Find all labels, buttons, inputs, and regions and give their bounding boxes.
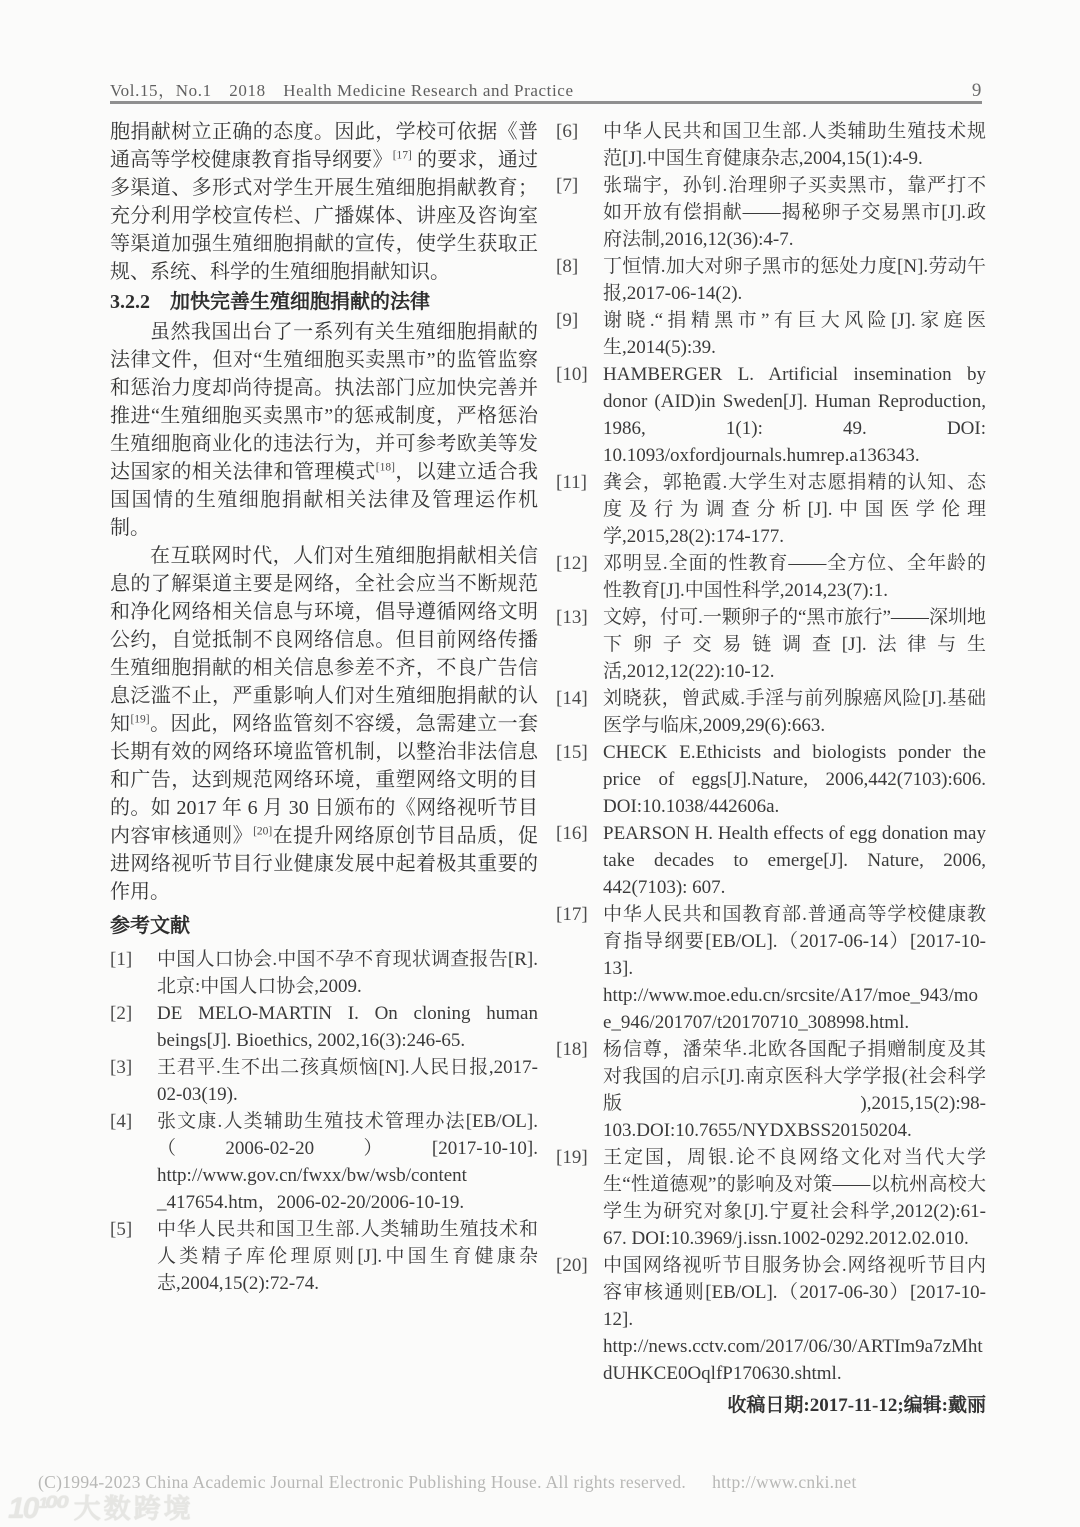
reference-item [110,1000,538,1054]
reference-text: 杨信尊，潘荣华.北欧各国配子捐赠制度及其对我国的启示[J].南京医科大学学报(社会科学版),2015,15(2):98-103.DOI:10.7655/NYDXBSS20150204. [603,1039,986,1141]
page-number: 9 [971,80,982,101]
reference-number: [6] [556,121,579,142]
reference-item [556,361,986,469]
journal-volume-title: Vol.15，No.1 2018 Health Medicine Research and Practice [110,81,574,100]
reference-text: 丁恒情.加大对卵子黑市的惩处力度[N].劳动午报,2017-06-14(2). [603,256,986,304]
citation-superscript: [19] [130,713,150,726]
reference-text: 中华人民共和国卫生部.人类辅助生殖技术规范[J].中国生育健康杂志,2004,15(1):4-9. [603,121,986,169]
reference-number: [19] [556,1147,588,1168]
reference-text: 谢晓.“捐精黑市”有巨大风险[J].家庭医生,2014(5):39. [603,310,986,358]
header-rule [110,101,982,104]
reference-text: 王君平.生不出二孩真烦恼[N].人民日报,2017-02-03(19). [157,1057,538,1105]
references-heading: 参考文献 [110,915,190,937]
reference-item [556,1036,986,1144]
citation-superscript: [18] [375,461,395,474]
reference-text: PEARSON H. Health effects of egg donation may take decades to emerge[J]. Nature, 2006, 442(7103): 607. [603,823,986,898]
reference-text: 张瑞宇，孙钊.治理卵子买卖黑市，靠严打不如开放有偿捐献——揭秘卵子交易黑市[J].政府法制,2016,12(36):4-7. [603,175,986,250]
reference-item [556,469,986,550]
reference-number: [8] [556,256,579,277]
reference-text: 龚会，郭艳霞.大学生对志愿捐精的认知、态度及行为调查分析[J].中国医学伦理学,2015,28(2):174-177. [603,472,986,547]
watermark-brand-text: 大数跨境 [73,1494,194,1524]
watermark [8,1487,194,1526]
reference-text: DE MELO-MARTIN I. On cloning human beings[J]. Bioethics, 2002,16(3):246-65. [157,1003,538,1051]
reference-item [556,1144,986,1252]
reference-number: [4] [110,1111,133,1132]
reference-item [556,901,986,1036]
reference-item [556,604,986,685]
reference-number: [13] [556,607,588,628]
right-column [556,118,986,1421]
reference-item [556,253,986,307]
reference-number: [15] [556,742,588,763]
reference-text: 邓明昱.全面的性教育——全方位、全年龄的性教育[J].中国性科学,2014,23(7):1. [603,553,986,601]
copyright-text: (C)1994-2023 China Academic Journal Electronic Publishing House. All rights reserved. [38,1472,687,1492]
reference-item [110,1054,538,1108]
reference-item [556,685,986,739]
reference-text: 中国人口协会.中国不孕不育现状调查报告[R].北京:中国人口协会,2009. [157,949,538,997]
reference-item [556,820,986,901]
reference-text: 王定国，周银.论不良网络文化对当代大学生“性道德观”的影响及对策——以杭州高校大学生为研究对象[J].宁夏社会科学,2012(2):61-67. DOI:10.3969/j.issn.1002-0292.2012.02.010. [603,1147,986,1249]
body-paragraph: 胞捐献树立正确的态度。因此，学校可依据《普通高等学校健康教育指导纲要》[17] 的要求，通过多渠道、多形式对学生开展生殖细胞捐献教育；充分利用学校宣传栏、广播媒体、讲座及咨询室等渠道加强生殖细胞捐献的宣传，使学生获取正规、系统、科学的生殖细胞捐献知识。 [110,121,539,283]
citation-superscript: [20] [253,825,273,838]
body-paragraph: 虽然我国出台了一系列有关生殖细胞捐献的法律文件，但对“生殖细胞买卖黑市”的监管监察和惩治力度却尚待提高。执法部门应加快完善并推进“生殖细胞买卖黑市”的惩戒制度，严格惩治生殖细胞商业化的违法行为，并可参考欧美等发达国家的相关法律和管理模式[18]，以建立适合我国国情的生殖细胞捐献相关法律及管理运作机制。 [110,321,539,539]
reference-item [556,739,986,820]
reference-text: 中华人民共和国教育部.普通高等学校健康教育指导纲要[EB/OL].（2017-06-14）[2017-10-13]. http://www.moe.edu.cn/srcsite/A17/moe_943/moe_946/201707/t20170710_308998.html. [603,904,986,1033]
received-date-note: 收稿日期:2017-11-12;编辑:戴丽 [727,1395,986,1416]
reference-text: HAMBERGER L. Artificial insemination by donor (AID)in Sweden[J]. Human Reproduction, 1986, 1(1): 49. DOI: 10.1093/oxfordjournals.humrep.a136343. [603,364,986,466]
reference-number: [7] [556,175,579,196]
watermark-logo-icon: 10¹⁰⁰ [8,1492,68,1525]
reference-number: [11] [556,472,587,493]
reference-number: [12] [556,553,588,574]
running-head [110,76,982,102]
reference-item [110,1216,538,1297]
reference-number: [1] [110,949,133,970]
reference-number: [9] [556,310,579,331]
cnki-url: http://www.cnki.net [712,1472,857,1492]
reference-number: [3] [110,1057,133,1078]
reference-number: [5] [110,1219,133,1240]
reference-text: 中国网络视听节目服务协会.网络视听节目内容审核通则[EB/OL].（2017-06-30）[2017-10-12]. http://news.cctv.com/2017/06/30/ARTIm9a7zMhtdUHKCE0OqlfP170630.shtml. [603,1255,986,1384]
reference-item [556,550,986,604]
reference-item [556,307,986,361]
reference-text: 刘晓荻，曾武威.手淫与前列腺癌风险[J].基础医学与临床,2009,29(6):663. [603,688,986,736]
reference-number: [10] [556,364,588,385]
reference-number: [20] [556,1255,588,1276]
reference-item [556,1252,986,1387]
reference-item [556,172,986,253]
citation-superscript: [17] [392,149,412,162]
reference-item [556,118,986,172]
reference-text: 文婷，付可.一颗卵子的“黑市旅行”——深圳地下卵子交易链调查[J].法律与生活,2012,12(22):10-12. [603,607,986,682]
reference-text: 张文康.人类辅助生殖技术管理办法[EB/OL].（2006-02-20）[2017-10-10]. http://www.gov.cn/fwxx/bw/wsb/content _417654.htm，2006-02-20/2006-10-19. [157,1111,538,1213]
reference-number: [18] [556,1039,588,1060]
reference-item [110,946,538,1000]
reference-text: CHECK E.Ethicists and biologists ponder the price of eggs[J].Nature, 2006,442(7103):606. DOI:10.1038/442606a. [603,742,986,817]
body-paragraph: 在互联网时代，人们对生殖细胞捐献相关信息的了解渠道主要是网络，全社会应当不断规范和净化网络相关信息与环境，倡导遵循网络文明公约，自觉抵制不良网络信息。但目前网络传播生殖细胞捐献的相关信息参差不齐，不良广告信息泛滥不止，严重影响人们对生殖细胞捐献的认知[19]。因此，网络监管刻不容缓，急需建立一套长期有效的网络环境监管机制，以整治非法信息和广告，达到规范网络环境，重塑网络文明的目的。如 2017 年 6 月 30 日颁布的《网络视听节目内容审核通则》[20]在提升网络原创节目品质，促进网络视听节目行业健康发展中起着极其重要的作用。 [110,545,539,903]
reference-item [110,1108,538,1216]
reference-number: [2] [110,1003,133,1024]
reference-number: [14] [556,688,588,709]
reference-number: [17] [556,904,588,925]
reference-number: [16] [556,823,588,844]
reference-text: 中华人民共和国卫生部.人类辅助生殖技术和人类精子库伦理原则[J].中国生育健康杂志,2004,15(2):72-74. [157,1219,538,1294]
section-heading: 3.2.2 加快完善生殖细胞捐献的法律 [110,291,430,313]
left-column [110,118,538,1297]
